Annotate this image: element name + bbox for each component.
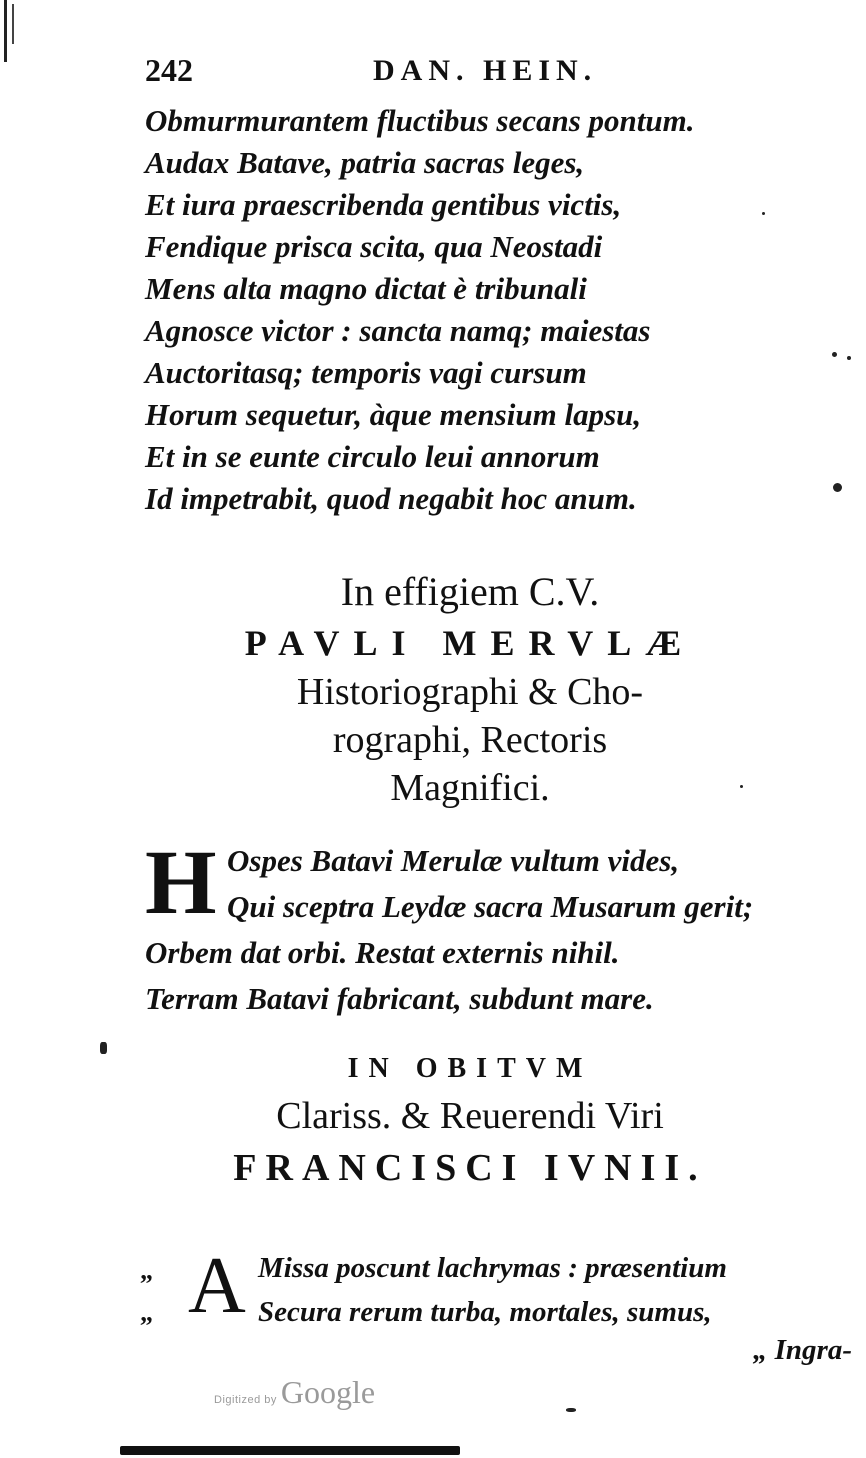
ink-speck — [762, 212, 765, 215]
verse-line: Terram Batavi fabricant, subdunt mare. — [145, 981, 654, 1016]
verse-line: Ospes Batavi Merulæ vultum vides, — [227, 843, 680, 878]
verse-line: Obmurmurantem fluctibus secans pontum. — [145, 103, 695, 138]
epigram-verse — [145, 831, 805, 1022]
ink-speck — [833, 483, 842, 492]
page-number: 242 — [145, 52, 193, 88]
verse-line: Secura rerum turba, mortales, sumus, — [258, 1296, 712, 1328]
catchword: „ Ingra- — [752, 1334, 852, 1366]
heading-line: Clariss. & Reuerendi Viri — [276, 1095, 664, 1137]
epigram-heading — [150, 566, 790, 812]
ink-speck — [100, 1042, 107, 1054]
drop-cap: H — [145, 831, 217, 933]
verse-line: Agnosce victor : sancta namq; maiestas — [145, 313, 651, 348]
heading-line: In effigiem C.V. — [340, 569, 600, 614]
verse-line: Audax Batave, patria sacras leges, — [145, 145, 585, 180]
verse-line: Et in se eunte circulo leui annorum — [145, 439, 600, 474]
page-edge-mark — [12, 4, 14, 44]
heading-line: Magnifici. — [390, 767, 550, 809]
bottom-rule — [120, 1446, 460, 1455]
page-edge-mark — [4, 0, 7, 62]
verse-line: Auctoritasq; temporis vagi cursum — [145, 355, 587, 390]
watermark-brand: Google — [280, 1374, 376, 1410]
heading-line: rographi, Rectoris — [332, 719, 608, 761]
verse-line: Et iura praescribenda gentibus victis, — [145, 187, 622, 222]
verse-line: Orbem dat orbi. Restat externis nihil. — [145, 935, 620, 970]
heading-name: PAVLI MERVLÆ — [244, 623, 696, 663]
drop-cap: A — [188, 1242, 246, 1330]
verse-line: Horum sequetur, àque mensium lapsu, — [145, 397, 642, 432]
verse-line: Qui sceptra Leydæ sacra Musarum gerit; — [227, 889, 754, 924]
ink-speck — [566, 1408, 576, 1412]
verse-line: Fendique prisca scita, qua Neostadi — [145, 229, 603, 264]
heading-name: FRANCISCI IVNII. — [233, 1147, 707, 1189]
verse-line: Id impetrabit, quod negabit hoc anum. — [145, 481, 637, 516]
elegy-verse — [140, 1242, 800, 1334]
ink-speck — [832, 352, 837, 357]
heading-line: IN OBITVM — [347, 1053, 593, 1084]
elegy-heading — [150, 1046, 790, 1196]
digitization-watermark — [214, 1374, 375, 1411]
verse-line: Missa poscunt lachrymas : præsentium — [258, 1252, 727, 1284]
page-header — [145, 52, 665, 96]
heading-line: Historiographi & Cho- — [296, 671, 644, 713]
watermark-prefix: Digitized by — [214, 1394, 277, 1406]
ink-speck — [847, 356, 851, 360]
quotation-mark: „ — [140, 1298, 153, 1327]
running-head: DAN. HEIN. — [373, 54, 598, 87]
poem-verse — [145, 100, 785, 520]
quotation-mark: „ — [140, 1256, 153, 1285]
verse-line: Mens alta magno dictat è tribunali — [145, 271, 587, 306]
ink-speck — [740, 785, 743, 788]
